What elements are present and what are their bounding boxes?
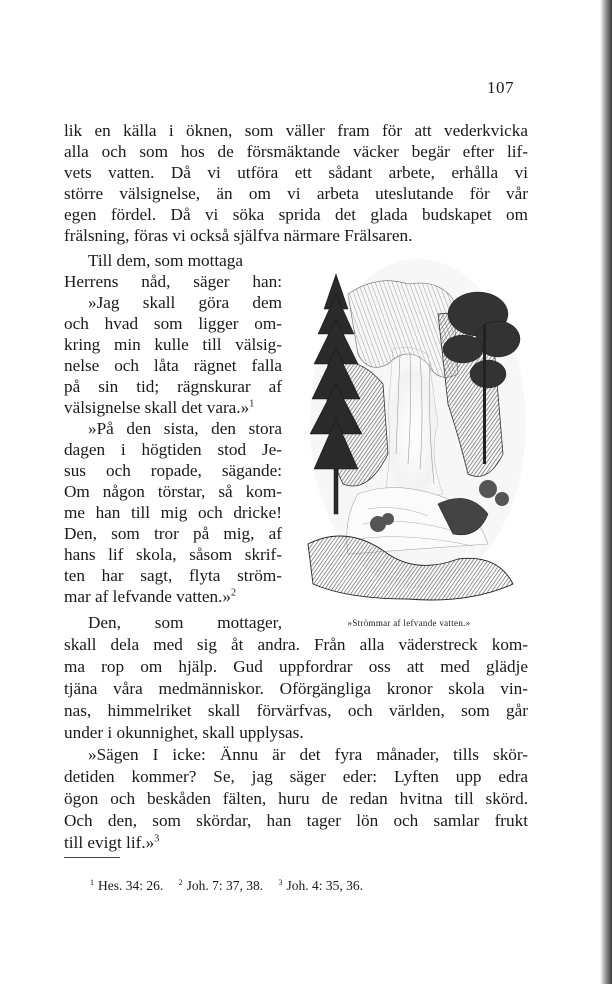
text-line: ma rop om hjälp. Gud uppfordrar oss att med glädje	[64, 657, 528, 676]
text-line: ten har sagt, flyta ström-	[64, 566, 282, 585]
footnote-ref: 3	[154, 833, 160, 845]
text-line: större välsignelse, än om vi arbeta uteslutande för vår	[64, 184, 528, 203]
waterfall-illustration	[288, 254, 528, 614]
footnote-text: Hes. 34: 26.	[98, 878, 164, 893]
text-line: tjäna våra medmänniskor. Oförgängliga kronor skola vin-	[64, 679, 528, 698]
footnote-text: Joh. 4: 35, 36.	[286, 878, 364, 893]
text-line: »Jag skall göra dem	[88, 293, 282, 312]
text-span: till evigt lif.»	[64, 833, 155, 852]
text-line: alla och som hos de försmäktande väcker begär efter lif-	[64, 142, 528, 161]
text-line: detiden kommer? Se, jag säger eder: Lyften upp edra	[64, 767, 528, 786]
text-line: ögon och beskåden fälten, huru de redan hvitna till skörd.	[64, 789, 528, 808]
text-line: Och den, som skördar, han tager lön och samlar frukt	[64, 811, 528, 830]
text-line: Herrens nåd, säger han:	[64, 272, 282, 291]
text-line: egen fördel. Då vi söka sprida det glada budskapet om	[64, 205, 528, 224]
text-line: »Sägen I icke: Ännu är det fyra månader, tills skör-	[88, 745, 528, 764]
footnote-ref: 1	[249, 398, 255, 410]
text-line: kring min kulle till välsig-	[64, 335, 282, 354]
text-line: skall dela med sig åt andra. Från alla väderstreck kom-	[64, 635, 528, 654]
illustration-caption: »Strömmar af lefvande vatten.»	[347, 618, 471, 628]
footnote	[179, 878, 264, 893]
text-line: vets vatten. Då vi utföra ett sådant arbete, erhålla vi	[64, 163, 528, 182]
footnote-rule	[64, 857, 120, 858]
text-line: »På den sista, den stora	[88, 419, 282, 438]
text-line: sus och ropade, sägande:	[64, 461, 282, 480]
footnote-mark: 2	[178, 877, 183, 887]
footnotes	[90, 877, 375, 895]
text-line: på sin tid; rägnskurar af	[64, 377, 282, 396]
text-line	[64, 397, 254, 418]
text-line: lik en källa i öknen, som väller fram för att vederkvicka	[64, 121, 528, 140]
text-line: Om någon törstar, så kom-	[64, 482, 282, 501]
footnote	[90, 878, 163, 893]
text-line	[64, 832, 159, 853]
text-line: under i okunnighet, skall upplysas.	[64, 723, 304, 742]
page-edge-shadow	[600, 0, 612, 984]
text-line: nelse och låta rägnet falla	[64, 356, 282, 375]
text-line: frälsning, föras vi också själfva närmare Frälsaren.	[64, 226, 413, 245]
page-number: 107	[487, 78, 514, 97]
footnote-mark: 1	[90, 877, 94, 887]
text-span: välsignelse skall det vara.»	[64, 398, 250, 417]
text-line: Den, som tror på mig, af	[64, 524, 282, 543]
footnote-text: Joh. 7: 37, 38.	[186, 878, 264, 893]
footnote-ref: 2	[231, 587, 237, 599]
text-span: mar af lefvande vatten.»	[64, 587, 232, 606]
footnote	[279, 878, 364, 893]
text-line: me han till mig och dricke!	[64, 503, 282, 522]
text-line: Den, som mottager,	[88, 613, 282, 632]
text-line: och hvad som ligger om-	[64, 314, 282, 333]
text-line	[64, 586, 236, 607]
text-line: nas, himmelriket skall förvärfvas, och världen, som går	[64, 701, 528, 720]
text-line: Till dem, som mottaga	[88, 251, 244, 270]
text-line: dagen i högtiden stod Je-	[64, 440, 282, 459]
footnote-mark: 3	[278, 877, 283, 887]
text-line: hans lif skola, såsom skrif-	[64, 545, 282, 564]
